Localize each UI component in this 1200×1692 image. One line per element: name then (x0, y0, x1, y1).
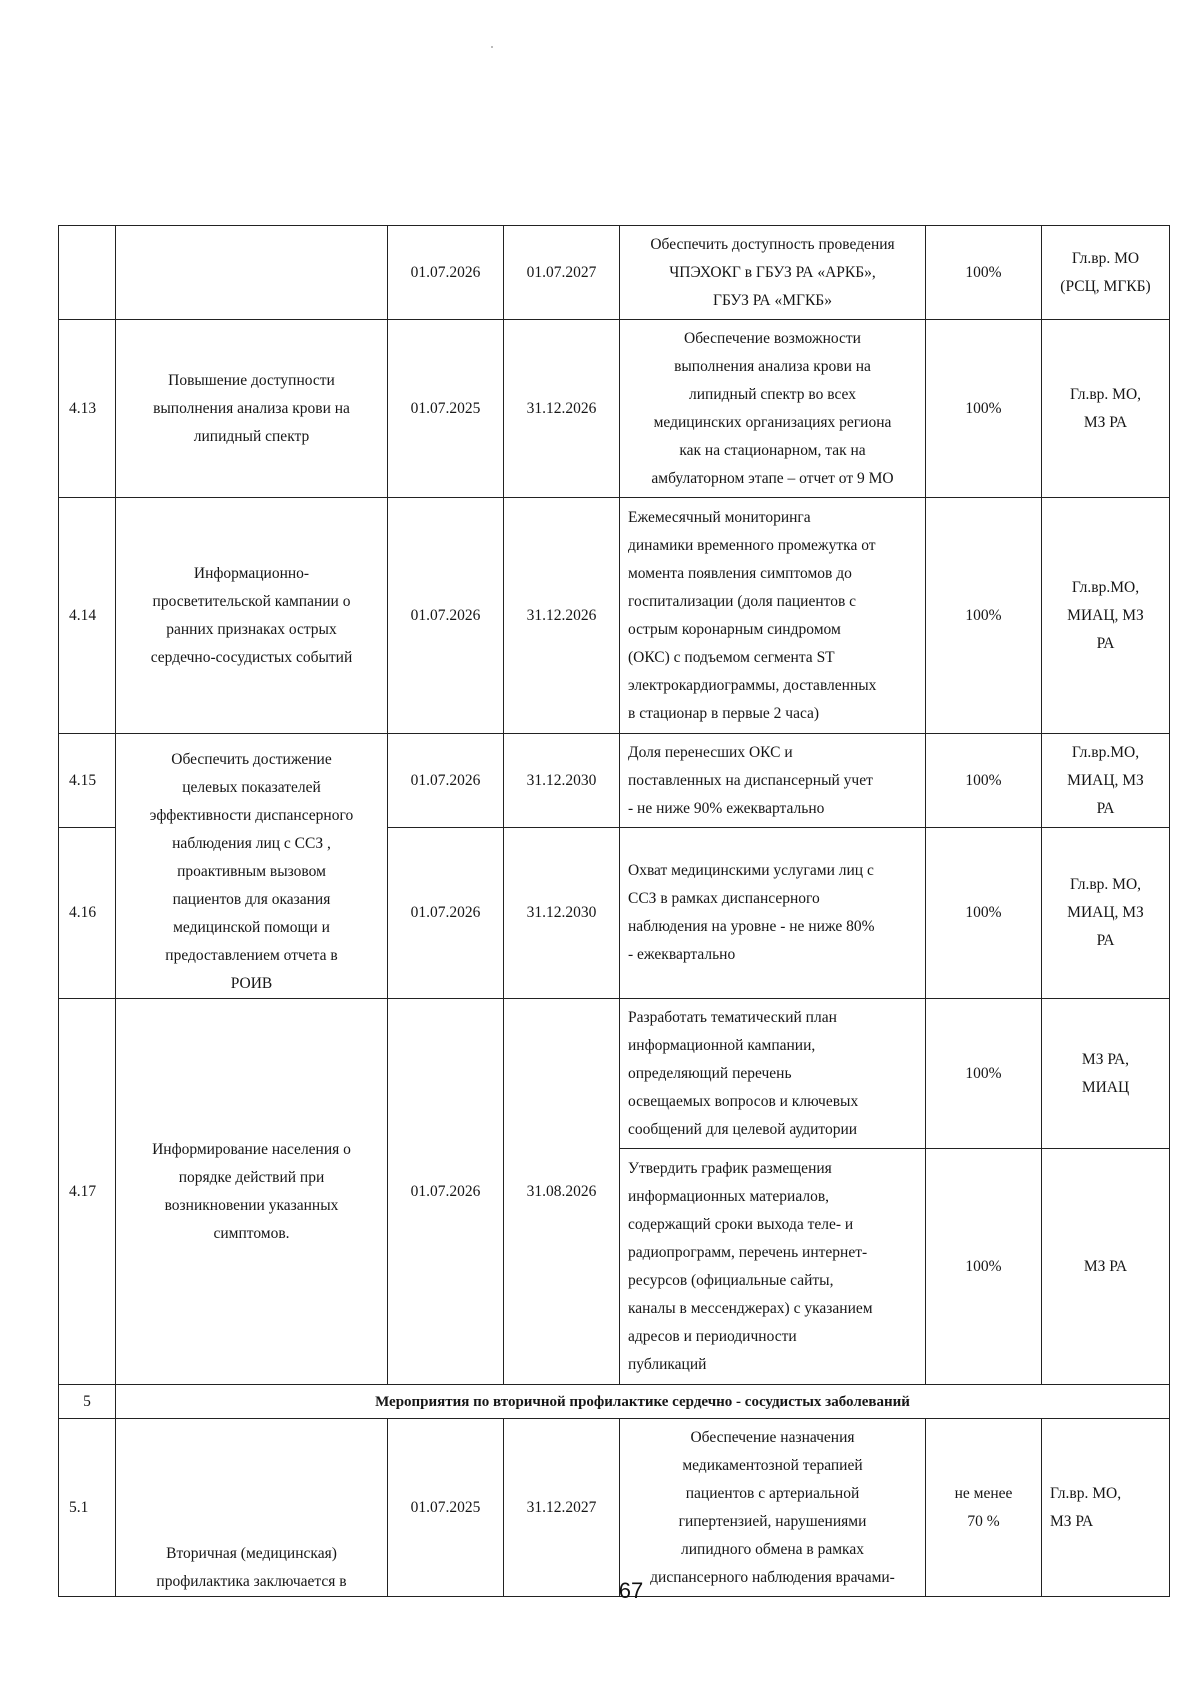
responsible-cell: МЗ РА (1042, 1149, 1170, 1385)
table-row (59, 498, 1170, 734)
target-value: 100% (926, 226, 1042, 320)
target-value: 100% (926, 1149, 1042, 1385)
end-date: 01.07.2027 (504, 226, 620, 320)
section-title: Мероприятия по вторичной профилактике сердечно - сосудистых заболеваний (116, 1385, 1170, 1419)
table-row (59, 734, 1170, 828)
scan-speck (491, 46, 493, 48)
responsible-cell: Гл.вр.МО, МИАЦ, МЗ РА (1042, 734, 1170, 828)
end-date: 31.12.2026 (504, 320, 620, 498)
measures-table (58, 225, 1170, 1597)
responsible-cell: Гл.вр.МО, МИАЦ, МЗ РА (1042, 498, 1170, 734)
end-date: 31.12.2030 (504, 828, 620, 999)
end-date: 31.12.2030 (504, 734, 620, 828)
target-value: 100% (926, 734, 1042, 828)
responsible-cell: Гл.вр. МО, МЗ РА (1042, 320, 1170, 498)
responsible-cell: МЗ РА, МИАЦ (1042, 999, 1170, 1149)
row-number: 4.15 (59, 734, 116, 828)
start-date: 01.07.2025 (388, 1419, 504, 1597)
row-number: 4.16 (59, 828, 116, 999)
start-date: 01.07.2026 (388, 498, 504, 734)
result-cell: Обеспечение возможности выполнения анализа крови на липидный спектр во всех медицинских организациях региона как на стационарном, так на амбулаторном этапе – отчет от 9 МО (620, 320, 926, 498)
end-date: 31.08.2026 (504, 999, 620, 1385)
result-cell: Разработать тематический план информационной кампании, определяющий перечень освещаемых вопросов и ключевых сообщений для целевой аудитории (620, 999, 926, 1149)
responsible-cell: Гл.вр. МО, МЗ РА (1042, 1419, 1170, 1597)
start-date: 01.07.2026 (388, 226, 504, 320)
table-row (59, 320, 1170, 498)
row-number (59, 226, 116, 320)
target-value: 100% (926, 999, 1042, 1149)
row-number: 4.13 (59, 320, 116, 498)
end-date: 31.12.2026 (504, 498, 620, 734)
target-value: 100% (926, 828, 1042, 999)
section-number: 5 (59, 1385, 116, 1419)
activity-cell: Повышение доступности выполнения анализа крови на липидный спектр (116, 320, 388, 498)
result-cell: Утвердить график размещения информационных материалов, содержащий сроки выхода теле- и радиопрограмм, перечень интернет- ресурсов (официальные сайты, каналы в мессенджерах) с указанием адресов и периодичности публикаций (620, 1149, 926, 1385)
start-date: 01.07.2026 (388, 734, 504, 828)
target-value: 100% (926, 498, 1042, 734)
table-row (59, 999, 1170, 1149)
target-value: не менее 70 % (926, 1419, 1042, 1597)
end-date: 31.12.2027 (504, 1419, 620, 1597)
row-number: 4.14 (59, 498, 116, 734)
result-cell: Доля перенесших ОКС и поставленных на диспансерный учет - не ниже 90% ежеквартально (620, 734, 926, 828)
responsible-cell: Гл.вр. МО, МИАЦ, МЗ РА (1042, 828, 1170, 999)
result-cell: Охват медицинскими услугами лиц с ССЗ в рамках диспансерного наблюдения на уровне - не ниже 80% - ежеквартально (620, 828, 926, 999)
responsible-cell: Гл.вр. МО (РСЦ, МГКБ) (1042, 226, 1170, 320)
result-cell: Ежемесячный мониторинга динамики временного промежутка от момента появления симптомов до госпитализации (доля пациентов с острым коронарным синдромом (ОКС) с подъемом сегмента ST электрокардиограммы, доставленных в стационар в первые 2 часа) (620, 498, 926, 734)
target-value: 100% (926, 320, 1042, 498)
activity-cell: Вторичная (медицинская) профилактика заключается в (116, 1419, 388, 1597)
page-number: 67 (618, 1578, 644, 1603)
table-row (59, 226, 1170, 320)
table-row (59, 1419, 1170, 1597)
activity-cell (116, 226, 388, 320)
start-date: 01.07.2025 (388, 320, 504, 498)
row-number: 5.1 (59, 1419, 116, 1597)
start-date: 01.07.2026 (388, 828, 504, 999)
section-row (59, 1385, 1170, 1419)
activity-cell: Информационно- просветительской кампании о ранних признаках острых сердечно-сосудистых событий (116, 498, 388, 734)
activity-cell: Обеспечить достижение целевых показателей эффективности диспансерного наблюдения лиц с ССЗ , проактивным вызовом пациентов для оказания медицинской помощи и предоставлением отчета в РОИВ (116, 734, 388, 999)
activity-cell: Информирование населения о порядке действий при возникновении указанных симптомов. (116, 999, 388, 1385)
result-cell: Обеспечить доступность проведения ЧПЭХОКГ в ГБУЗ РА «АРКБ», ГБУЗ РА «МГКБ» (620, 226, 926, 320)
row-number: 4.17 (59, 999, 116, 1385)
start-date: 01.07.2026 (388, 999, 504, 1385)
result-cell: Обеспечение назначения медикаментозной терапией пациентов с артериальной гипертензией, нарушениями липидного обмена в рамках диспансерного наблюдения врачами- (620, 1419, 926, 1597)
